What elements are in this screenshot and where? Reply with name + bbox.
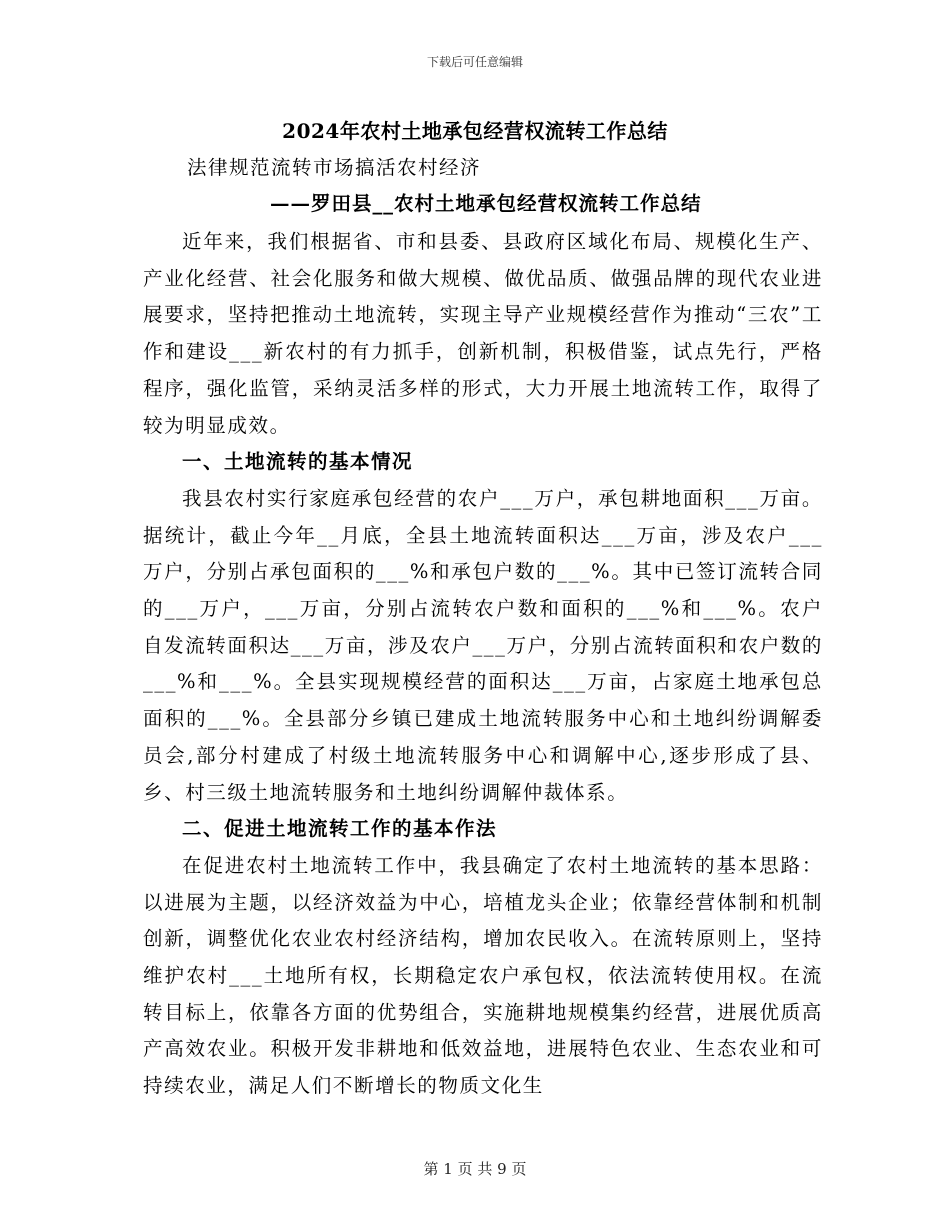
document-body [143, 224, 823, 1105]
section-2-paragraph: 在促进农村土地流转工作中，我县确定了农村土地流转的基本思路：以进展为主题，以经济效益为中心，培植龙头企业；依靠经营体制和机制创新，调整优化农业农村经济结构，增加农民收入。在流转原则上，坚持维护农村___土地所有权，长期稳定农户承包权，依法流转使用权。在流转目标上，依靠各方面的优势组合，实施耕地规模集约经营，进展优质高产高效农业。积极开发非耕地和低效益地，进展特色农业、生态农业和可持续农业，满足人们不断增长的物质文化生 [143, 853, 823, 1098]
intro-paragraph: 近年来，我们根据省、市和县委、县政府区域化布局、规模化生产、产业化经营、社会化服务和做大规模、做优品质、做强品牌的现代农业进展要求，坚持把推动土地流转，实现主导产业规模经营作为推动“三农”工作和建设___新农村的有力抓手，创新机制，积极借鉴，试点先行，严格程序，强化监管，采纳灵活多样的形式，大力开展土地流转工作，取得了较为明显成效。 [143, 230, 823, 437]
header-note: 下载后可任意编辑 [426, 55, 523, 69]
document-subtitle: 法律规范流转市场搞活农村经济 [187, 156, 482, 179]
document-byline: ——罗田县__农村土地承包经营权流转工作总结 [270, 192, 702, 215]
section-1-paragraph: 我县农村实行家庭承包经营的农户___万户，承包耕地面积___万亩。据统计，截止今年__月底，全县土地流转面积达___万亩，涉及农户___万户，分别占承包面积的___%和承包户数的___%。其中已签订流转合同的___万户，___万亩，分别占流转农户数和面积的___%和___%。农户自发流转面积达___万亩，涉及农户___万户，分别占流转面积和农户数的___%和___%。全县实现规模经营的面积达___万亩，占家庭土地承包总面积的___%。全县部分乡镇已建成土地流转服务中心和土地纠纷调解委员会,部分村建成了村级土地流转服务中心和调解中心,逐步形成了县、乡、村三级土地流转服务和土地纠纷调解仲裁体系。 [143, 486, 824, 804]
section-2-heading: 二、促进土地流转工作的基本作法 [182, 817, 498, 841]
section-1-heading: 一、土地流转的基本情况 [182, 450, 414, 474]
document-title: 2024年农村土地承包经营权流转工作总结 [282, 119, 668, 143]
page-number: 第 1 页 共 9 页 [423, 1160, 527, 1178]
